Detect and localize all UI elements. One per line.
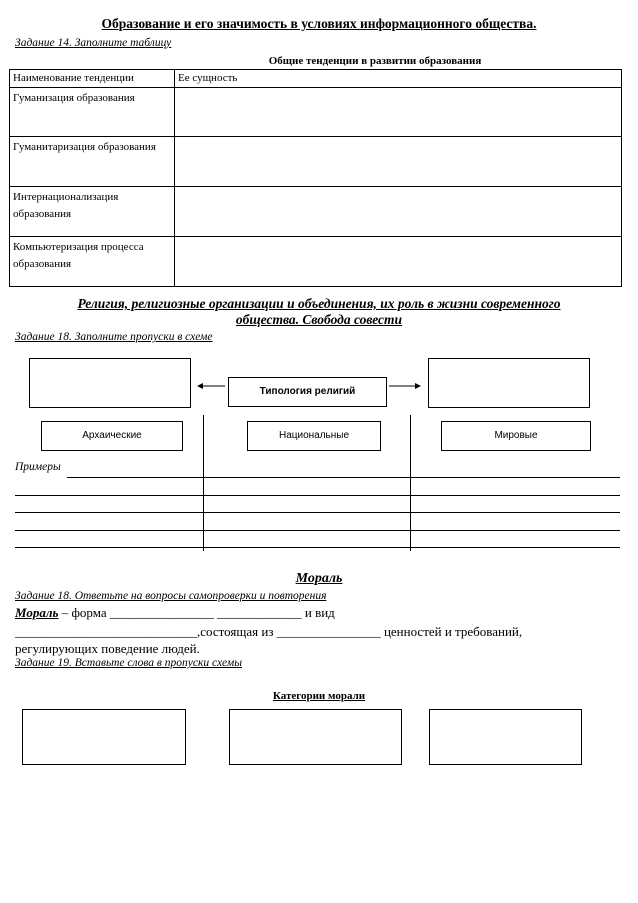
category-box-1[interactable] [22, 709, 186, 765]
moral-definition-line1 [15, 604, 335, 622]
tendency-essence-cell[interactable] [175, 237, 622, 287]
moral-term: Мораль [15, 605, 59, 620]
table-row [10, 187, 622, 237]
table-caption: Общие тенденции в развитии образования [268, 55, 482, 67]
moral-definition-line2: ____________________________,состоящая из ________________ ценностей и требований, [15, 624, 523, 639]
type-archaic: Архаические [41, 421, 183, 451]
section3-title: Мораль [295, 571, 343, 586]
moral-line1-text: – форма ________________ _____________ и вид [58, 605, 335, 620]
header-tendency: Наименование тенденции [10, 70, 175, 88]
table-header-row [10, 70, 622, 88]
task-18b-label: Задание 18. Ответьте на вопросы самопроверки и повторения [15, 590, 327, 602]
tendency-essence-cell[interactable] [175, 187, 622, 237]
tendency-essence-cell[interactable] [175, 137, 622, 187]
tendency-name: Гуманизация образования [10, 88, 175, 137]
examples-label: Примеры [15, 461, 61, 473]
tendencies-table [9, 69, 622, 287]
answer-line[interactable] [15, 547, 620, 548]
blank-box-right[interactable] [428, 358, 590, 408]
answer-line[interactable] [15, 512, 620, 513]
tendency-name: Интернационализация образования [10, 187, 175, 237]
tendency-name: Компьютеризация процесса образования [10, 237, 175, 287]
tendency-essence-cell[interactable] [175, 88, 622, 137]
table-row [10, 237, 622, 287]
answer-line[interactable] [67, 477, 620, 478]
typology-box: Типология религий [228, 377, 387, 407]
task-19-label: Задание 19. Вставьте слова в пропуски схемы [15, 657, 243, 669]
section1-title: Образование и его значимость в условиях информационного общества. [101, 16, 537, 31]
table-row [10, 88, 622, 137]
tendency-name: Гуманитаризация образования [10, 137, 175, 187]
table-row [10, 137, 622, 187]
section2-title: Религия, религиозные организации и объединения, их роль в жизни современного общества. Свобода совести [77, 296, 561, 327]
category-box-3[interactable] [429, 709, 582, 765]
answer-line[interactable] [15, 530, 620, 531]
category-box-2[interactable] [229, 709, 402, 765]
task-18-label: Задание 18. Заполните пропуски в схеме [15, 331, 213, 343]
answer-line[interactable] [15, 495, 620, 496]
blank-box-left[interactable] [29, 358, 191, 408]
moral-definition-line3: регулирующих поведение людей. [15, 641, 200, 656]
type-national: Национальные [247, 421, 381, 451]
categories-label: Категории морали [272, 690, 366, 702]
task-14-label: Задание 14. Заполните таблицу [15, 37, 172, 49]
header-essence: Ее сущность [175, 70, 622, 88]
type-world: Мировые [441, 421, 591, 451]
